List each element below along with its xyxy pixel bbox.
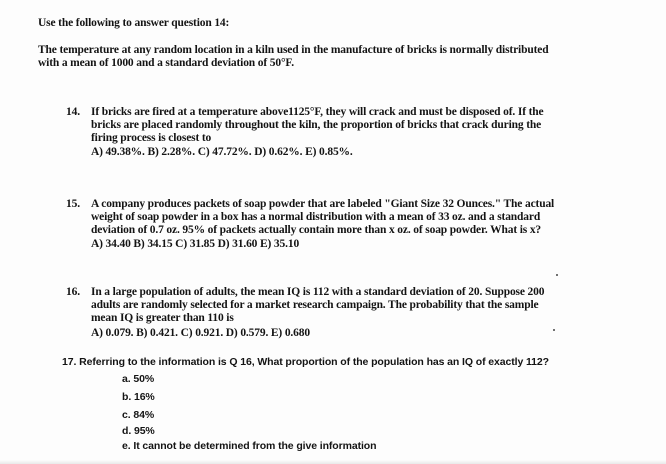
instruction-text: Use the following to answer question 14: <box>38 17 230 29</box>
question-line: bricks are placed randomly throughout the kiln, the proportion of bricks that crack during the <box>91 119 542 131</box>
question-line: In a large population of adults, the mean IQ is 112 with a standard deviation of 20. Suppose 200 <box>91 286 545 298</box>
question-14 <box>66 106 543 119</box>
question-line: weight of soap powder in a box has a normal distribution with a mean of 33 oz. and a standard <box>91 211 541 223</box>
choice-c: c. 84% <box>122 409 155 421</box>
question-number: 14. <box>66 106 80 118</box>
question-17-stem: 17. Referring to the information is Q 16, What proportion of the population has an IQ of exactly 112? <box>62 356 549 368</box>
question-number: 16. <box>66 286 80 298</box>
question-line: A company produces packets of soap powder that are labeled "Giant Size 32 Ounces." The actual <box>91 198 555 210</box>
scan-speck <box>553 329 555 331</box>
question-line: adults are randomly selected for a market research campaign. The probability that the sample <box>91 299 539 311</box>
answer-options: A) 0.079. B) 0.421. C) 0.921. D) 0.579. E) 0.680 <box>91 327 310 339</box>
question-16 <box>66 286 544 299</box>
choice-e: e. It cannot be determined from the give information <box>122 440 377 452</box>
answer-options: A) 49.38%. B) 2.28%. C) 47.72%. D) 0.62%. E) 0.85%. <box>91 146 353 158</box>
question-15 <box>66 198 554 211</box>
question-line: If bricks are fired at a temperature above1125°F, they will crack and must be disposed of. If the <box>91 106 544 118</box>
scan-speck <box>556 274 558 276</box>
context-line-2: with a mean of 1000 and a standard deviation of 50°F. <box>38 57 294 69</box>
choice-d: d. 95% <box>122 425 155 437</box>
question-line: firing process is closest to <box>91 132 212 144</box>
scan-shadow <box>0 460 666 464</box>
question-line: mean IQ is greater than 110 is <box>91 312 234 324</box>
choice-a: a. 50% <box>122 373 155 385</box>
choice-b: b. 16% <box>122 391 155 403</box>
context-line-1: The temperature at any random location in a kiln used in the manufacture of bricks is normally distributed <box>38 44 549 56</box>
question-number: 15. <box>66 198 80 210</box>
question-line: deviation of 0.7 oz. 95% of packets actually contain more than x oz. of soap powder. What is x? <box>91 224 542 236</box>
answer-options: A) 34.40 B) 34.15 C) 31.85 D) 31.60 E) 35.10 <box>91 238 300 250</box>
